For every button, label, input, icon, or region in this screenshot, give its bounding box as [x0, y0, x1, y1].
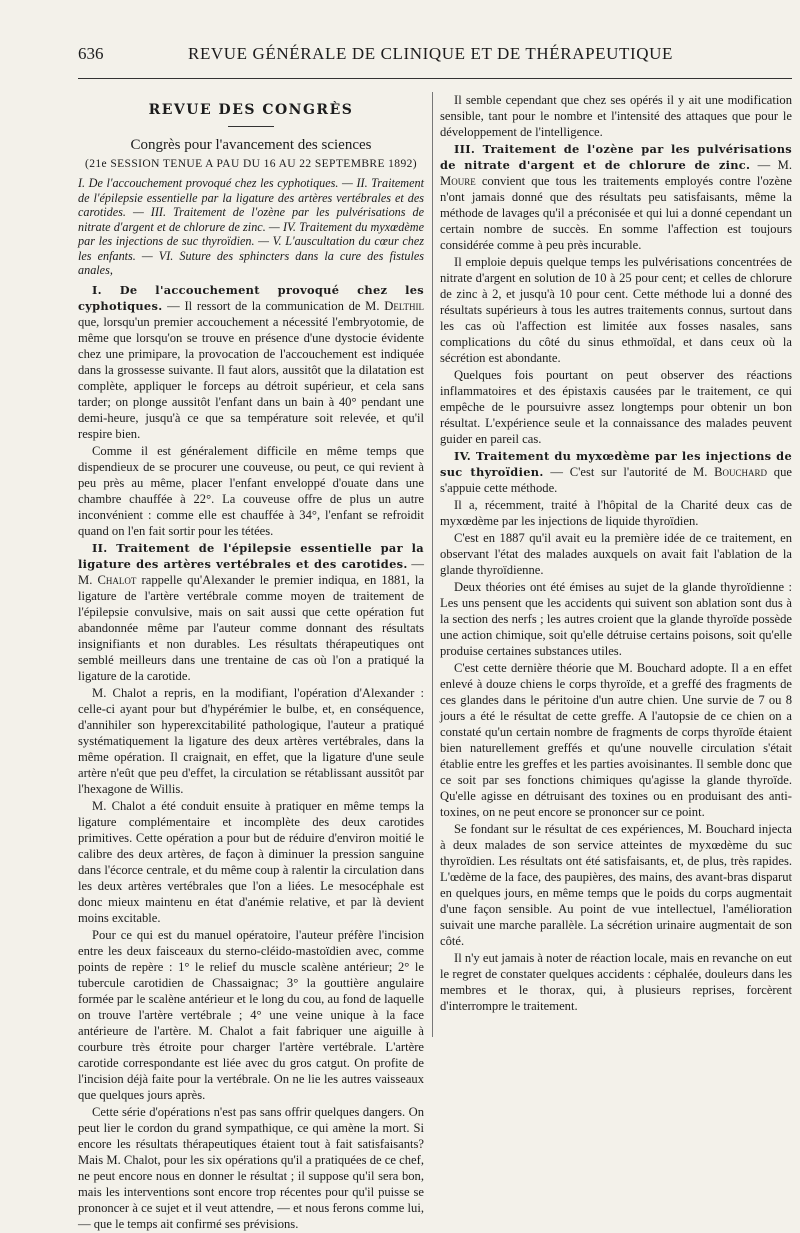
section-4-paragraph-7: Il n'y eut jamais à noter de réaction locale, mais en revanche on eut le regret de constater quelques accidents : céphalée, douleurs dans les membres et le thorax, qui, à plusieurs reprises, forcèrent d'interrompre le traitement.	[440, 951, 792, 1013]
section-4-paragraph-3: C'est en 1887 qu'il avait eu la première idée de ce traitement, en observant l'état des malades auxquels on avait fait l'ablation de la glande thyroïdienne.	[440, 531, 792, 577]
session-line: (21e SESSION TENUE A PAU DU 16 AU 22 SEPTEMBRE 1892)	[85, 158, 417, 170]
section-4-paragraph-4: Deux théories ont été émises au sujet de la glande thyroïdienne : Les uns pensent que les accidents qui suivent son ablation sont dus à la section des nerfs ; les autres croient que la glande thyroïde possède une action chimique, soit qu'elle détruise certains poisons, soit qu'elle produise certaines substances utiles.	[440, 580, 792, 658]
section-1-paragraph-2: Comme il est généralement difficile en même temps que dispendieux de se procurer une couveuse, ou peut, ce qui revient à peu près au même, placer l'enfant enveloppé d'ouate dans une chambre chauffée à 22°. La couveuse offre de plus un autre inconvénient : comme elle est chauffée à 34°, l'enfant se refroidit quand on l'en fait sortir pour les tétées.	[78, 443, 424, 538]
left-column	[78, 92, 424, 1233]
section-2-paragraph-3: M. Chalot a été conduit ensuite à pratiquer en même temps la ligature complémentaire et incomplète des deux carotides primitives. Cette opération a pour but de réduire d'environ moitié le calibre des deux artères, de façon à diminuer la pression sanguine dans l'écorce centrale, et du même coup à ralentir la circulation dans les deux artères vertébrales que l'on a liées. Le mesocéphale est donc mieux maintenu en état d'anémie relative, et par là devient moins excitable.	[78, 798, 424, 925]
section-4-paragraph-2: Il a, récemment, traité à l'hôpital de la Charité deux cas de myxœdème par les injections de liquide thyroïdien.	[440, 498, 792, 528]
section-3-paragraph-3: Quelques fois pourtant on peut observer des réactions inflammatoires et des épistaxis causées par le traitement, ce qui empêche de le poursuivre assez longtemps pour obtenir un bon résultat. L'expérience seule et la connaissance des malades peuvent guider en pareil cas.	[440, 368, 792, 446]
right-column	[440, 92, 792, 1015]
section-3-heading: III. Traitement de l'ozène par les pulvérisations de nitrate d'argent et de chlorure de zinc.	[440, 142, 792, 172]
section-4-heading: IV. Traitement du myxœdème par les injections de suc thyroïdien.	[440, 449, 792, 479]
section-title: REVUE DES CONGRÈS	[148, 102, 354, 118]
section-3-paragraph-2: Il emploie depuis quelque temps les pulvérisations concentrées de nitrate d'argent en solution de 10 à 25 pour cent; et celles de chlorure de zinc à 2, et jusqu'à 10 pour cent. Cette méthode lui a donné des résultats supérieurs à tous les autres traitements connus, surtout dans les cas où l'affection est limitée aux fosses nasales, sans complications du côté du sinus ethmoïdal, et dans ceux où la sécrétion est abondante.	[440, 255, 792, 365]
section-2-paragraph-5: Cette série d'opérations n'est pas sans offrir quelques dangers. On peut lier le cordon du grand sympathique, ce qui amène la mort. Si encore les résultats thérapeutiques étaient tout à fait satisfaisants? Mais M. Chalot, pour les six opérations qu'il a pratiquées de ce chef, ne peut encore nous en donner le résultat ; il suppose qu'il sera bon, mais les interventions sont encore trop récentes pour qu'il puisse se prononcer à ce sujet et il veut attendre, — et nous ferons comme lui, — que le temps ait confirmé ses prévisions.	[78, 1104, 424, 1231]
section-2-paragraph-1: II. Traitement de l'épilepsie essentielle par la ligature des artères vertébrales et des carotides. — M. Chalot rappelle qu'Alexander le premier indiqua, en 1881, la ligature de l'artère vertébrale comme moyen de traitement de l'épilepsie convulsive, mais on sait aussi que cette opération fut abandonnée même par l'auteur comme donnant des résultats insignifiants et non durables. Les résultats thérapeutiques ont semblé meilleurs dans une trentaine de cas où l'on a pratiqué la ligature de la carotide.	[78, 540, 424, 683]
section-4-paragraph-5: C'est cette dernière théorie que M. Bouchard adopte. Il a en effet enlevé à douze chiens le corps thyroïde, et a greffé des fragments de ces glandes dans le péritoine d'un autre chien. Une survie de 7 ou 8 jours a été le résultat de cette greffe. A l'autopsie de ce chien on a constaté qu'un certain nombre de fragments de corps thyroïde étaient bien naturellement greffés et qu'une nouvelle circulation s'était établie entre les greffes et les parties avoisinantes. Il semble donc que ce soit par ses fonctions chimiques qu'agisse la glande thyroïde. Qu'elle agisse en détruisant des toxines ou en produisant des anti-toxines, on ne peut encore se prononcer sur ce point.	[440, 661, 792, 819]
author-name: Delthil	[384, 298, 424, 313]
page-number: 636	[78, 44, 104, 63]
section-2-paragraph-6: Il semble cependant que chez ses opérés il y ait une modification sensible, tant pour le nombre et l'intensité des attaques que pour le développement de l'intelligence.	[440, 93, 792, 139]
section-4-paragraph-6: Se fondant sur le résultat de ces expériences, M. Bouchard injecta à deux malades de son service atteintes de myxœdème du suc thyroïdien. Les résultats ont été satisfaisants, et, de plus, très rapides. L'œdème de la face, des paupières, des mains, des avant-bras disparut en quelques jours, en même temps que le poids du corps augmentait d'une façon sensible. Au point de vue intellectuel, l'amélioration suivait une marche parallèle. La sécrétion urinaire augmentait de son côté.	[440, 822, 792, 948]
section-1-paragraph-1: I. De l'accouchement provoqué chez les cyphotiques. — Il ressort de la communication de M. Delthil que, lorsqu'un premier accouchement a nécessité l'embryotomie, de même que lorsqu'on se trouve en présence d'une dystocie évidente chez une primipare, la provocation de l'accouchement est indiquée dans la grossesse suivante. Il faut alors, aussitôt que la dilatation est complète, appliquer le forceps au détroit supérieur, et cela sans tarder; on plonge aussitôt l'enfant dans un bain à 40° pendant une demi-heure, jusqu'à ce que sa température soit relevée, et qu'il respire bien.	[78, 282, 424, 441]
author-name: Chalot	[97, 572, 137, 587]
journal-title: REVUE GÉNÉRALE DE CLINIQUE ET DE THÉRAPEUTIQUE	[188, 44, 673, 63]
section-4-paragraph-1: IV. Traitement du myxœdème par les injections de suc thyroïdien. — C'est sur l'autorité de M. Bouchard que s'appuie cette méthode.	[440, 449, 792, 495]
table-of-contents: I. De l'accouchement provoqué chez les cyphotiques. — II. Traitement de l'épilepsie essentielle par la ligature des artères vertébrales et des carotides. — III. Traitement de l'ozène par les pulvérisations de nitrate d'argent et de chlorure de zinc. — IV. Traitement du myxœdème par les injections de suc thyroïdien. — V. L'auscultation du cœur chez les enfants. — VI. Suture des sphincters dans la cure des fistules anales,	[78, 176, 424, 277]
section-1-heading: I. De l'accouchement provoqué chez les cyphotiques.	[78, 282, 424, 313]
column-divider	[432, 92, 433, 1037]
running-head	[78, 44, 780, 66]
congress-name: Congrès pour l'avancement des sciences	[130, 137, 372, 153]
title-rule	[228, 126, 274, 127]
section-2-paragraph-2: M. Chalot a repris, en la modifiant, l'opération d'Alexander : celle-ci ayant pour but d'hypérémier le bulbe, et, en conséquence, d'annihiler son hyperexcitabilité pathologique, l'auteur a pratiqué systématiquement la ligature des deux artères vertébrales, dans la même opération. Il craignait, en effet, que la ligature d'une seule artère n'eût que peu d'effet, la circulation se rétablissant aussitôt par l'hexagone de Willis.	[78, 685, 424, 796]
header-rule	[78, 78, 792, 79]
section-3-paragraph-1: III. Traitement de l'ozène par les pulvérisations de nitrate d'argent et de chlorure de zinc. — M. Moure convient que tous les traitements employés contre l'ozène n'ont jamais donné que des résultats peu satisfaisants, même la méthode de lavages qu'il a préconisée et qui lui a donné cependant un certain nombre de succès. En somme l'affection est toujours considérée comme à peu près incurable.	[440, 142, 792, 252]
section-2-heading: II. Traitement de l'épilepsie essentielle par la ligature des artères vertébrales et des carotides.	[78, 540, 424, 571]
section-2-paragraph-4: Pour ce qui est du manuel opératoire, l'auteur préfère l'incision entre les deux faisceaux du sterno-cléido-mastoïdien avec, comme points de repère : 1° le relief du muscle scalène antérieur; 2° le tubercule carotidien de Chassaignac; 3° la gouttière angulaire formée par le scalène antérieur et le long du cou, au fond de laquelle on trouve l'artère vertébrale ; 4° une veine unique à la face antérieure de l'artère. M. Chalot a fait fabriquer une aiguille à courbure très étroite pour charger l'artère vertébrale. L'artère carotide correspondante est liée avec du gros catgut. On profite de l'incision déjà faite pour la vertébrale. On ne lie les autres vaisseaux que quelques jours après.	[78, 927, 424, 1102]
author-name: Bouchard	[714, 465, 768, 479]
author-name: Moure	[440, 174, 476, 188]
